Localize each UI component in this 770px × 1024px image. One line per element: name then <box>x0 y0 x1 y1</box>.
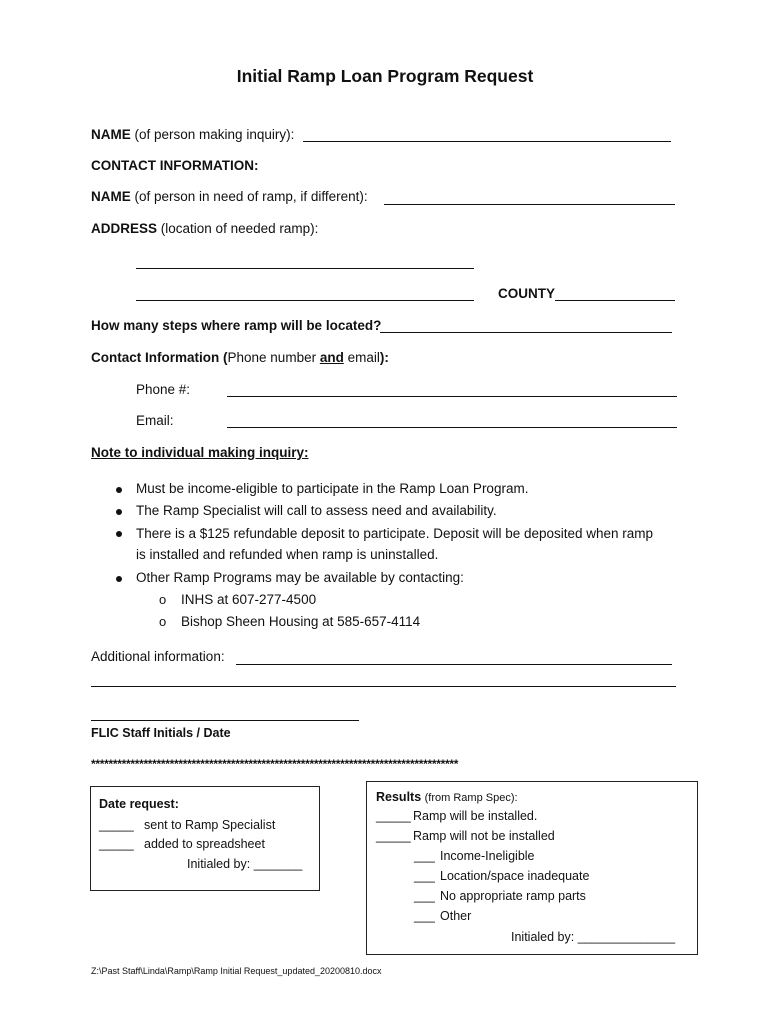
additional-info-line-1[interactable] <box>236 664 672 665</box>
email-input-line[interactable] <box>227 427 677 428</box>
name-label: NAME <box>91 127 131 142</box>
reason-blank[interactable]: ___ <box>414 869 435 883</box>
phone-input-line[interactable] <box>227 396 677 397</box>
bullet-dot <box>116 509 122 515</box>
name2-label: NAME <box>91 189 131 204</box>
bullet-dot <box>116 576 122 582</box>
note-bullet-4: Other Ramp Programs may be available by contacting: <box>136 570 464 585</box>
contact-info-hint-a: Phone number <box>227 350 320 365</box>
county-label: COUNTY <box>498 286 555 301</box>
phone-label: Phone #: <box>136 382 191 397</box>
contact-info-open-paren: ( <box>223 350 228 365</box>
staff-initials-label: FLIC Staff Initials / Date <box>91 726 231 740</box>
result-not-installed-text: Ramp will not be installed <box>413 829 555 843</box>
bullet-dot <box>116 531 122 537</box>
reason-location-inadequate: Location/space inadequate <box>440 869 590 883</box>
page-title: Initial Ramp Loan Program Request <box>236 66 534 86</box>
steps-label: How many steps where ramp will be located? <box>91 318 382 333</box>
note-bullet-3: There is a $125 refundable deposit to participate. Deposit will be deposited when ramp <box>136 526 654 541</box>
additional-info-label: Additional information: <box>91 649 225 664</box>
staff-initials-line[interactable] <box>91 720 359 721</box>
reason-blank[interactable]: ___ <box>414 909 435 923</box>
footer-file-path: Z:\Past Staff\Linda\Ramp\Ramp Initial Request_updated_20200810.docx <box>91 966 382 976</box>
note-bullet-3-continued: is installed and refunded when ramp is uninstalled. <box>136 547 439 562</box>
note-bullet-1: Must be income-eligible to participate in the Ramp Loan Program. <box>136 481 529 496</box>
address-hint: (location of needed ramp): <box>160 221 319 236</box>
result-installed-blank[interactable]: _____ <box>376 809 411 823</box>
contact-heading: CONTACT INFORMATION: <box>91 158 259 173</box>
date-request-heading: Date request: <box>99 797 179 811</box>
additional-info-line-2[interactable] <box>91 686 676 687</box>
sub-bullet-marker: o <box>159 614 167 629</box>
result-not-installed-blank[interactable]: _____ <box>376 829 411 843</box>
address-line-2[interactable] <box>136 300 474 301</box>
reason-blank[interactable]: ___ <box>414 849 435 863</box>
name2-hint: (of person in need of ramp, if different): <box>134 189 368 204</box>
results-box <box>366 781 698 955</box>
reason-other: Other <box>440 909 472 923</box>
name-label-row <box>91 127 294 142</box>
address-label: ADDRESS <box>91 221 158 236</box>
email-label: Email: <box>136 413 174 428</box>
results-heading-hint: (from Ramp Spec): <box>424 792 518 804</box>
date-line-1-text: sent to Ramp Specialist <box>144 818 276 832</box>
reason-blank[interactable]: ___ <box>414 889 435 903</box>
address-label-row <box>91 221 318 236</box>
reason-income-ineligible: Income-Ineligible <box>440 849 535 863</box>
results-initialed-by: Initialed by: ______________ <box>511 930 676 944</box>
bullet-dot <box>116 487 122 493</box>
name-hint: (of person making inquiry): <box>134 127 295 142</box>
sub-bullet-inhs: INHS at 607-277-4500 <box>181 592 317 607</box>
name2-input-line[interactable] <box>384 204 675 205</box>
date-line-2-blank[interactable]: _____ <box>99 837 134 851</box>
sub-bullet-marker: o <box>159 592 167 607</box>
date-line-2-text: added to spreadsheet <box>144 837 265 851</box>
county-input-line[interactable] <box>555 300 675 301</box>
date-initialed-by: Initialed by: _______ <box>187 857 303 871</box>
name2-label-row <box>91 189 368 204</box>
date-line-1-blank[interactable]: _____ <box>99 818 134 832</box>
results-heading-row <box>376 790 518 804</box>
note-bullet-2: The Ramp Specialist will call to assess need and availability. <box>136 503 497 518</box>
contact-info-and: and <box>319 350 344 365</box>
contact-info-label: Contact Information <box>91 350 220 365</box>
name-input-line[interactable] <box>303 141 671 142</box>
contact-info-row <box>91 350 389 365</box>
address-line-1[interactable] <box>136 268 474 269</box>
reason-no-parts: No appropriate ramp parts <box>440 889 586 903</box>
result-installed-text: Ramp will be installed. <box>413 809 538 823</box>
results-heading: Results <box>376 790 422 804</box>
sub-bullet-bishop-sheen: Bishop Sheen Housing at 585-657-4114 <box>181 614 421 629</box>
separator-stars: ************************************************************************************ <box>91 757 459 771</box>
steps-input-line[interactable] <box>380 332 672 333</box>
note-heading: Note to individual making inquiry: <box>91 445 309 460</box>
contact-info-close-paren: ): <box>379 350 389 365</box>
contact-info-hint-b: email <box>343 350 380 365</box>
